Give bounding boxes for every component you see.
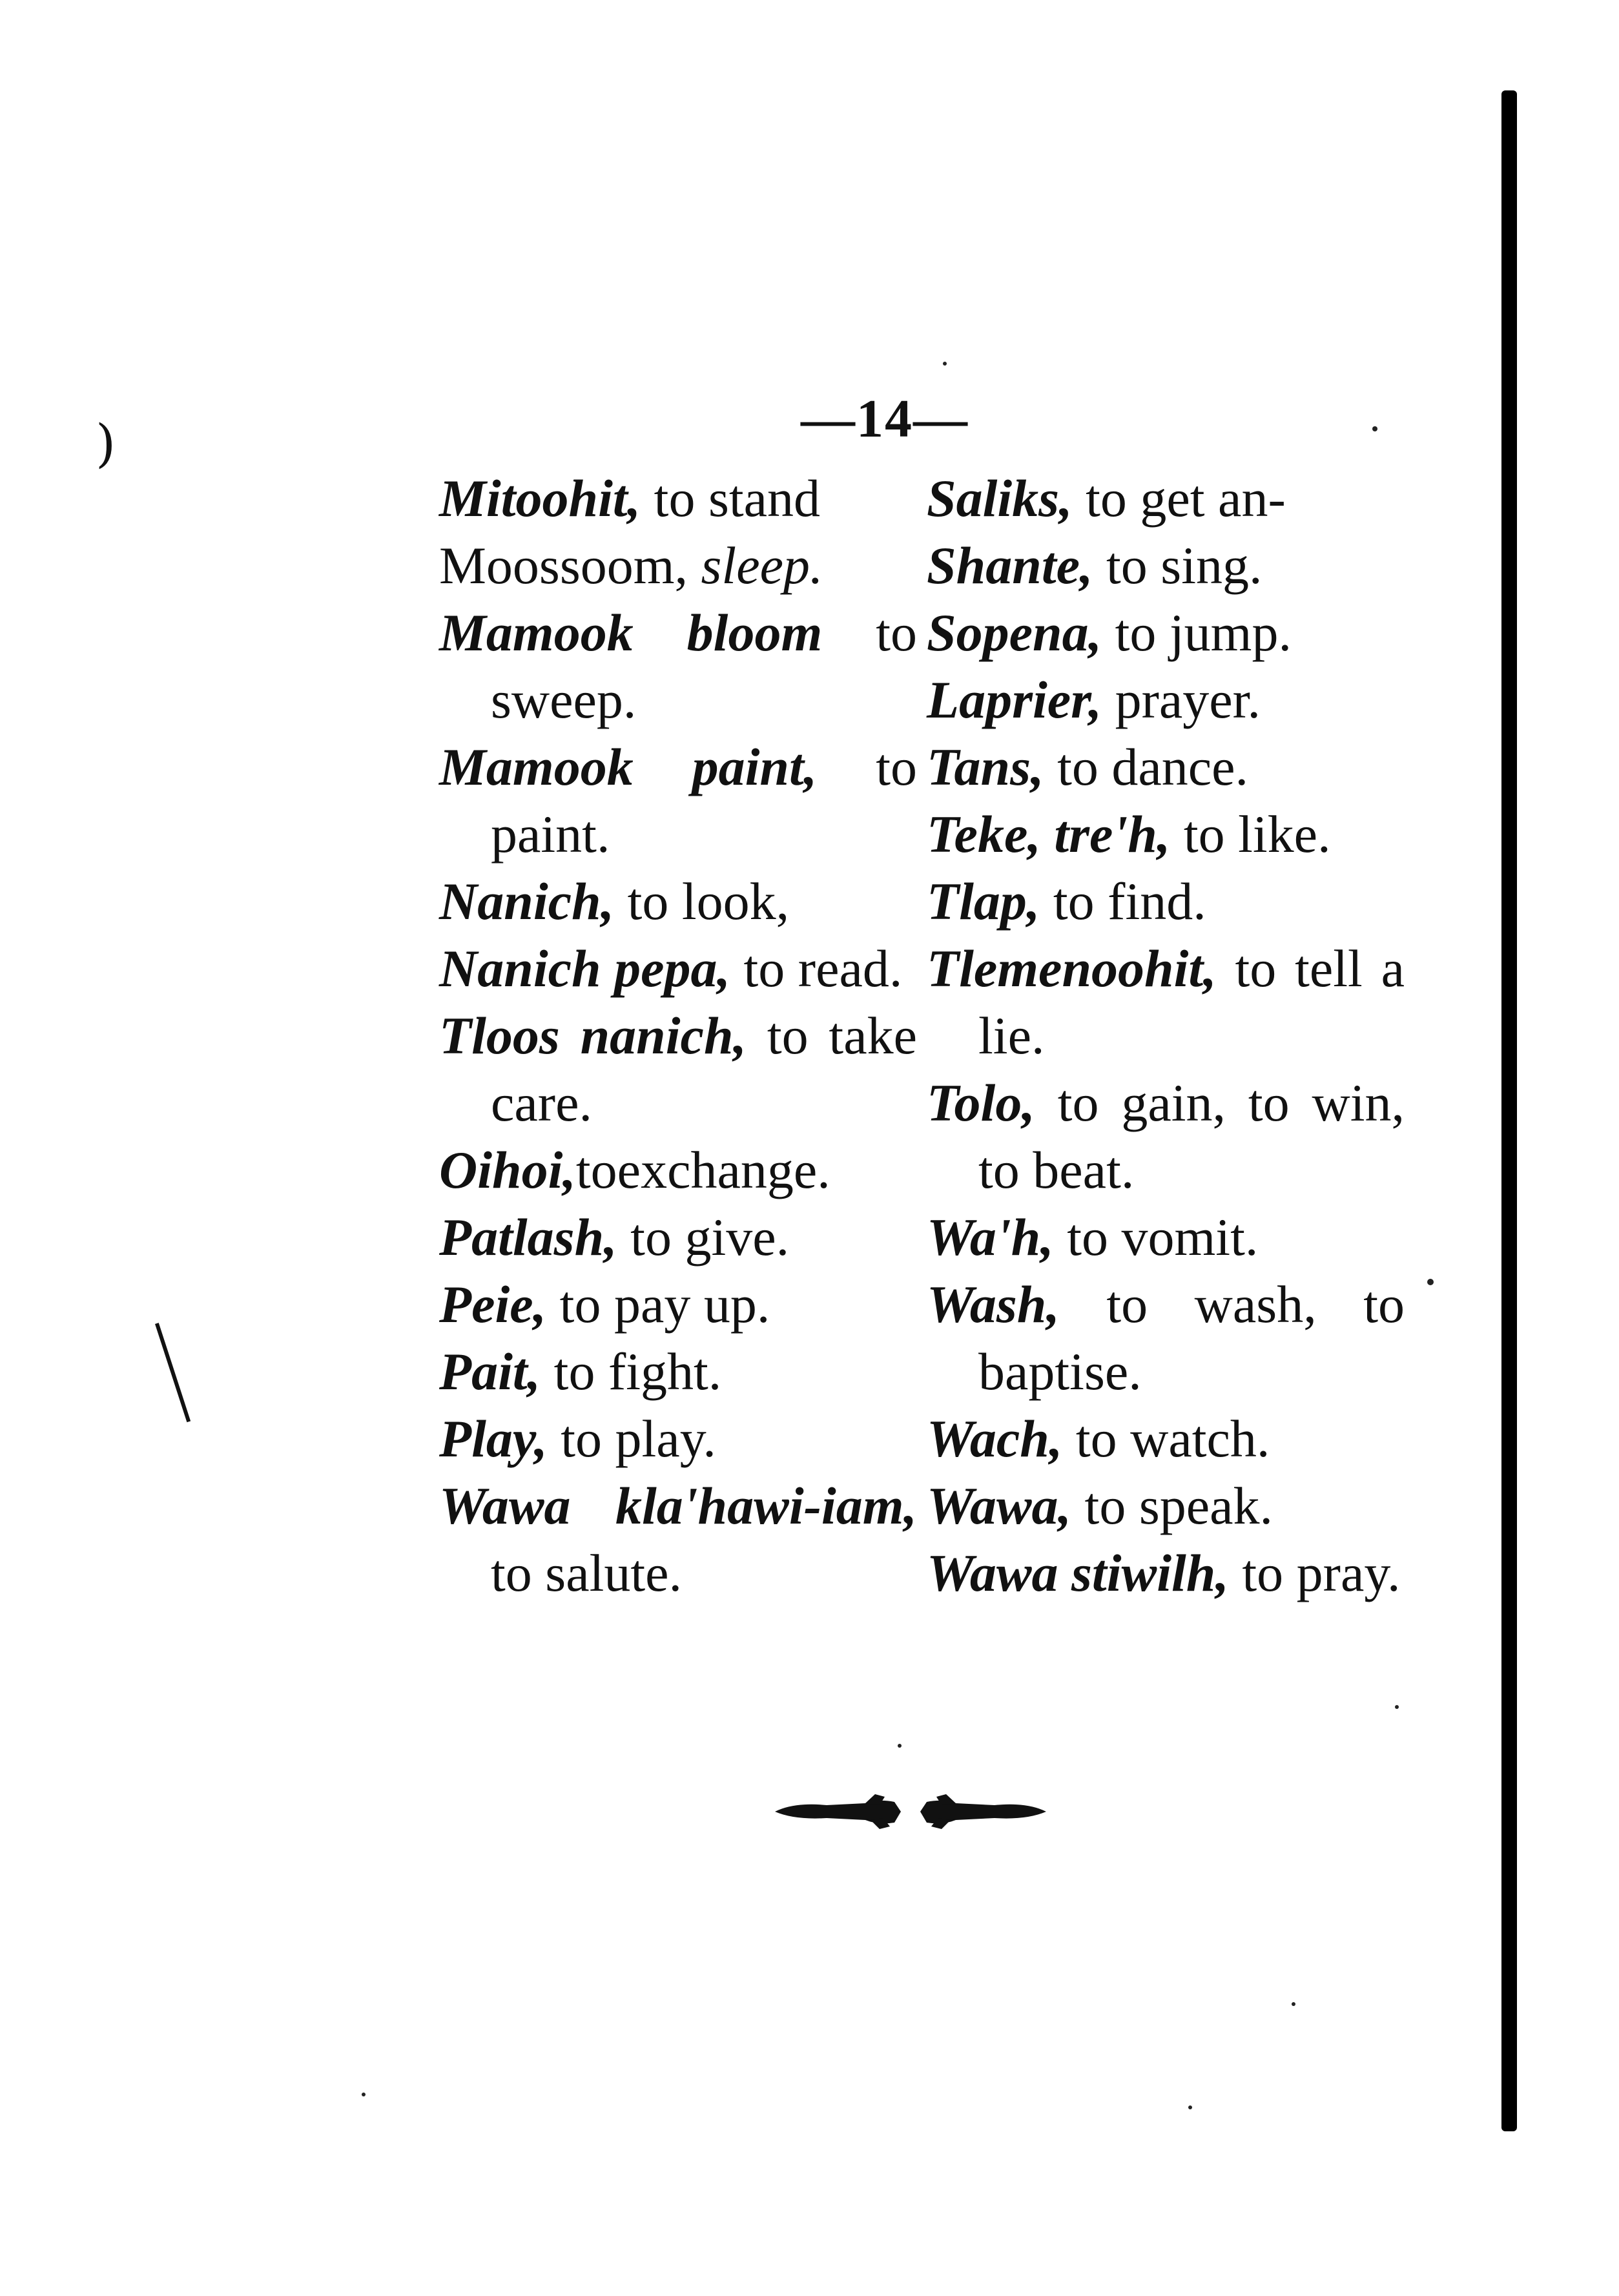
entry: Peie, to pay up. — [439, 1275, 770, 1334]
entry: Tlap, to find. — [927, 872, 1206, 931]
speck — [1292, 2002, 1295, 2006]
entry: Wash, to wash, to baptise. — [927, 1275, 1405, 1401]
entry: Mitoohit, to stand — [439, 469, 821, 528]
speck — [1427, 1279, 1434, 1285]
entry: Mamook paint, to paint. — [439, 738, 917, 864]
speck — [362, 2093, 366, 2096]
entry: Nanich, to look, — [439, 872, 790, 931]
margin-mark: ) — [96, 413, 116, 473]
entry: Teke, tre'h, to like. — [927, 805, 1331, 864]
entry: Tans, to dance. — [927, 738, 1249, 796]
pointing-hands-ornament-icon — [768, 1783, 1053, 1841]
entry: Shante, to sing. — [927, 536, 1263, 595]
entry: Sopena, to jump. — [927, 603, 1292, 662]
entry: Mamook bloom to sweep. — [439, 603, 917, 729]
entry: Saliks, to get an- — [927, 469, 1286, 528]
entry: Moossoom, sleep. — [439, 536, 823, 595]
entry: Tloos nanich, to take care. — [439, 1006, 917, 1132]
margin-stroke — [155, 1323, 191, 1422]
speck — [1188, 2105, 1192, 2109]
entry: Laprier, prayer. — [927, 670, 1261, 729]
entry: Wawa, to speak. — [927, 1476, 1274, 1535]
entry: Wa'h, to vomit. — [927, 1208, 1259, 1267]
entry: Wach, to watch. — [927, 1409, 1270, 1468]
page-number: —14— — [801, 389, 969, 449]
entry: Nanich pepa, to read. — [439, 939, 903, 998]
speck — [1372, 426, 1377, 431]
page-edge-rule — [1501, 90, 1517, 2131]
speck — [943, 362, 947, 366]
entry: Tolo, to gain, to win, to beat. — [927, 1073, 1405, 1199]
right-column — [927, 465, 1405, 1607]
entry: Tlemenoohit, to tell a lie. — [927, 939, 1405, 1065]
entry: Play, to play. — [439, 1409, 716, 1468]
entry: Oihoi,toexchange. — [439, 1141, 830, 1199]
entry: Wawa stiwilh, to pray. — [927, 1544, 1401, 1602]
left-column — [439, 465, 917, 1607]
entry: Patlash, to give. — [439, 1208, 790, 1267]
speck — [898, 1744, 902, 1748]
entry: Pait, to fight. — [439, 1342, 722, 1401]
entry: Wawa kla'hawi-iam, to salute. — [439, 1476, 917, 1602]
speck — [1395, 1705, 1399, 1709]
